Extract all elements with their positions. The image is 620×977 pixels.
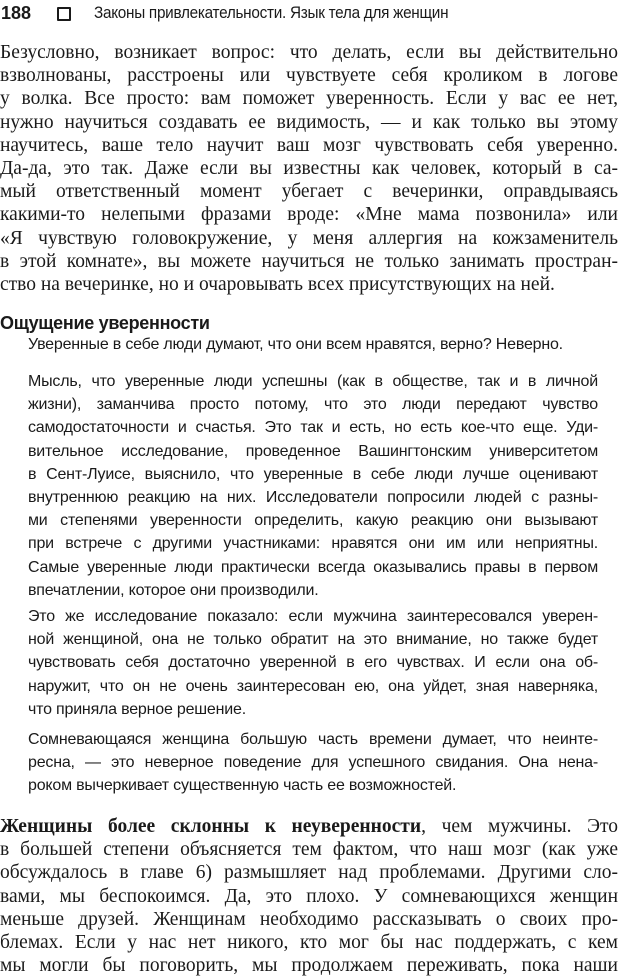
text-line: научитесь, ваше тело научит ваш мозг чувствовать себя уверенно.: [0, 134, 618, 156]
text-line: чувствовать себя достаточно уверенной в его чувствах. И если она об-: [28, 654, 598, 672]
text-line: Да-да, это так. Даже если вы известны как человек, который в са-: [0, 157, 618, 179]
text-line: роком вычеркивает существенную часть ее возможностей.: [28, 777, 457, 795]
text-line: мы могли бы поговорить, мы продолжаем переживать, пока наши: [0, 955, 618, 977]
text-line: взволнованы, расстроены или чувствуете себя кроликом в логове: [0, 65, 618, 87]
bold-lead: Женщины более склонны к неуверенности: [0, 816, 422, 837]
text-line: ми степенями уверенности определить, какую реакцию они вызывают: [28, 512, 598, 530]
text-line: ной женщиной, она не только обратит на это внимание, но также будет: [28, 631, 598, 649]
text-line: в Сент-Луисе, выяснило, что уверенные в себе люди лучше оценивают: [28, 465, 598, 483]
text-line: «Я чувствую головокружение, у меня аллергия на кожзаменитель: [0, 227, 618, 249]
text-line: жизни), заманчива просто потому, что это люди передают чувство: [28, 396, 598, 414]
text-line: Сомневающаяся женщина большую часть времени думает, что неинте-: [28, 731, 598, 748]
text-line: впечатлении, которое они производили.: [28, 581, 319, 599]
text-line: в большей степени объясняется тем фактом, что наш мозг (как уже: [0, 839, 618, 861]
paragraph-1: [0, 41, 618, 296]
text-line: наружит, что он не очень заинтересован ею, она уйдет, зная наверняка,: [28, 677, 598, 695]
text-line: что приняла верное решение.: [28, 700, 246, 718]
text-line: меньше друзей. Женщинам необходимо рассказывать о своих про-: [0, 908, 618, 930]
text-line: мый ответственный момент убегает с вечеринки, оправдываясь: [0, 181, 618, 203]
text-line: вами, мы беспокоимся. Да, это плохо. У сомневающихся женщин: [0, 885, 618, 907]
text-line: Уверенные в себе люди думают, что они всем нравятся, верно? Неверно.: [28, 336, 563, 353]
paragraph-5: [0, 815, 618, 977]
text-line: нужно научиться создавать ее видимость, — и как только вы этому: [0, 111, 618, 133]
text-line: у волка. Все просто: вам поможет уверенность. Если у вас ее нет,: [0, 88, 618, 110]
text-line: вительное исследование, проведенное Вашингтонским университетом: [28, 442, 598, 460]
text-line: [0, 815, 618, 838]
text-line: при встрече с другими участниками: нравятся они им или неприятны.: [28, 535, 598, 553]
sidebar-paragraph-4: [28, 728, 598, 798]
page-number: 188: [1, 3, 32, 23]
text-line: Самые уверенные люди практически всегда оказывались правы в первом: [28, 558, 598, 576]
sidebar-paragraph-3: [28, 605, 598, 721]
text-line: ство на вечеринке, но и очаровывать всех присутствующих на ней.: [0, 273, 555, 295]
text-line: Мысль, что уверенные люди успешны (как в обществе, так и в личной: [28, 373, 598, 390]
running-header: [0, 1, 620, 25]
text-line: в этой комнате», вы можете научиться не только занимать простран-: [0, 250, 618, 272]
text-line: какими-то нелепыми фразами вроде: «Мне мама позвонила» или: [0, 204, 618, 226]
text-line: внутреннюю реакцию на них. Исследователи попросили людей с разны-: [28, 488, 598, 506]
sidebar-paragraph-1: [28, 333, 598, 356]
text-line: ресна, — это неверное поведение для успешного свидания. Она нена-: [28, 754, 598, 772]
text-line: обсуждалось в главе 6) размышляет над проблемами. Другими сло-: [0, 862, 618, 884]
sidebar-paragraph-2: [28, 370, 598, 602]
square-box-icon: [57, 7, 71, 21]
text-line: самодостаточности и счастья. Это так и есть, но есть кое-что еще. Уди-: [28, 419, 598, 437]
text-line: Безусловно, возникает вопрос: что делать, если вы действительно: [0, 42, 618, 63]
section-heading: Ощущение уверенности: [0, 313, 210, 333]
running-title: Законы привлекательности. Язык тела для женщин: [94, 3, 449, 22]
text-line: блемах. Если у нас нет никого, кто мог бы нас поддержать, с кем: [0, 931, 618, 953]
text-line: Это же исследование показало: если мужчина заинтересовался уверен-: [28, 608, 598, 625]
text-span: , чем мужчины. Это: [421, 816, 618, 837]
